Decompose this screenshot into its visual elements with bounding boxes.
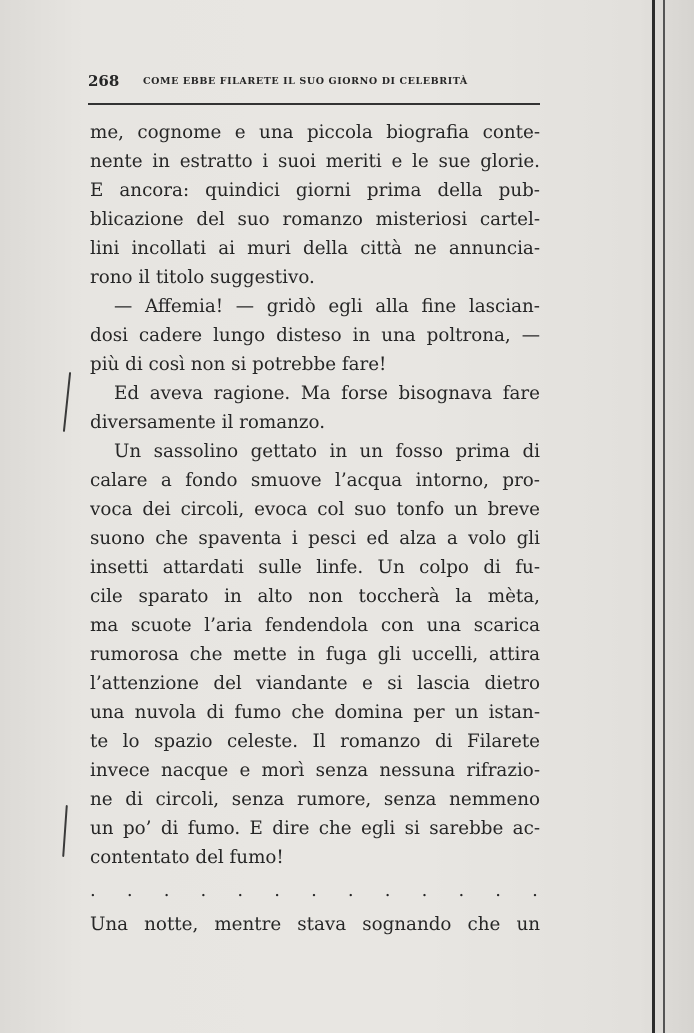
text-line: voca dei circoli, evoca col suo tonfo un breve [90,499,540,520]
break-dot: . [384,880,391,901]
break-dot: . [274,880,280,901]
running-header [88,70,540,96]
break-dot: . [163,880,170,901]
break-dot: . [126,880,133,901]
text-line: blicazione del suo romanzo misteriosi cartel- [90,209,540,230]
text-line: nente in estratto i suoi meriti e le sue glorie. [90,151,540,172]
text-line: me, cognome e una piccola biografia conte- [90,122,540,143]
header-rule [88,103,540,105]
running-title: COME EBBE FILARETE IL SUO GIORNO DI CELEBRITÀ [143,76,468,87]
text-line: rono il titolo suggestivo. [90,267,315,288]
text-line: cile sparato in alto non toccherà la mèta, [90,586,540,607]
text-line: diversamente il romanzo. [90,412,326,433]
page-number: 268 [88,72,120,90]
text-line: Ed aveva ragione. Ma forse bisognava fare [114,383,540,404]
body-text [90,118,540,939]
text-line: una nuvola di fumo che domina per un istan- [90,702,540,723]
break-dot: . [421,880,428,901]
break-dot: . [311,880,317,901]
text-line: un po’ di fumo. E dire che egli si sarebbe ac- [90,818,540,839]
text-line: te lo spazio celeste. Il romanzo di Filarete [90,731,540,752]
break-dot: . [90,880,96,901]
break-dot: . [495,880,502,901]
text-line: ne di circoli, senza rumore, senza nemmeno [90,789,540,810]
break-dot: . [237,880,244,901]
text-line: contentato del fumo! [90,847,284,868]
text-line: E ancora: quindici giorni prima della pub- [90,180,540,201]
text-line: calare a fondo smuove l’acqua intorno, pro- [90,470,540,491]
margin-pencil-mark [62,805,68,857]
break-dot: . [200,880,207,901]
text-line: invece nacque e morì senza nessuna rifrazio- [90,760,540,781]
binding-edge-line [652,0,655,1033]
text-line-final: Una notte, mentre stava sognando che un [90,914,540,935]
text-line: rumorosa che mette in fuga gli uccelli, attira [90,644,540,665]
break-dot: . [458,880,465,901]
text-line: dosi cadere lungo disteso in una poltrona, — [90,325,540,346]
break-dot: . [347,880,354,901]
text-line: — Affemia! — gridò egli alla fine lascian- [114,296,540,317]
text-line: più di così non si potrebbe fare! [90,354,387,375]
text-line: insetti attardati sulle linfe. Un colpo di fu- [90,557,540,578]
text-line: suono che spaventa i pesci ed alza a volo gli [90,528,540,549]
binding-edge-shadow [663,0,665,1033]
margin-pencil-mark [63,372,71,432]
text-line: l’attenzione del viandante e si lascia dietro [90,673,540,694]
section-break-dots [90,876,540,905]
text-line: lini incollati ai muri della città ne annuncia- [90,238,540,259]
text-line: ma scuote l’aria fendendola con una scarica [90,615,540,636]
text-line: Un sassolino gettato in un fosso prima di [114,441,540,462]
text-lines [90,118,540,872]
break-dot: . [532,880,538,901]
